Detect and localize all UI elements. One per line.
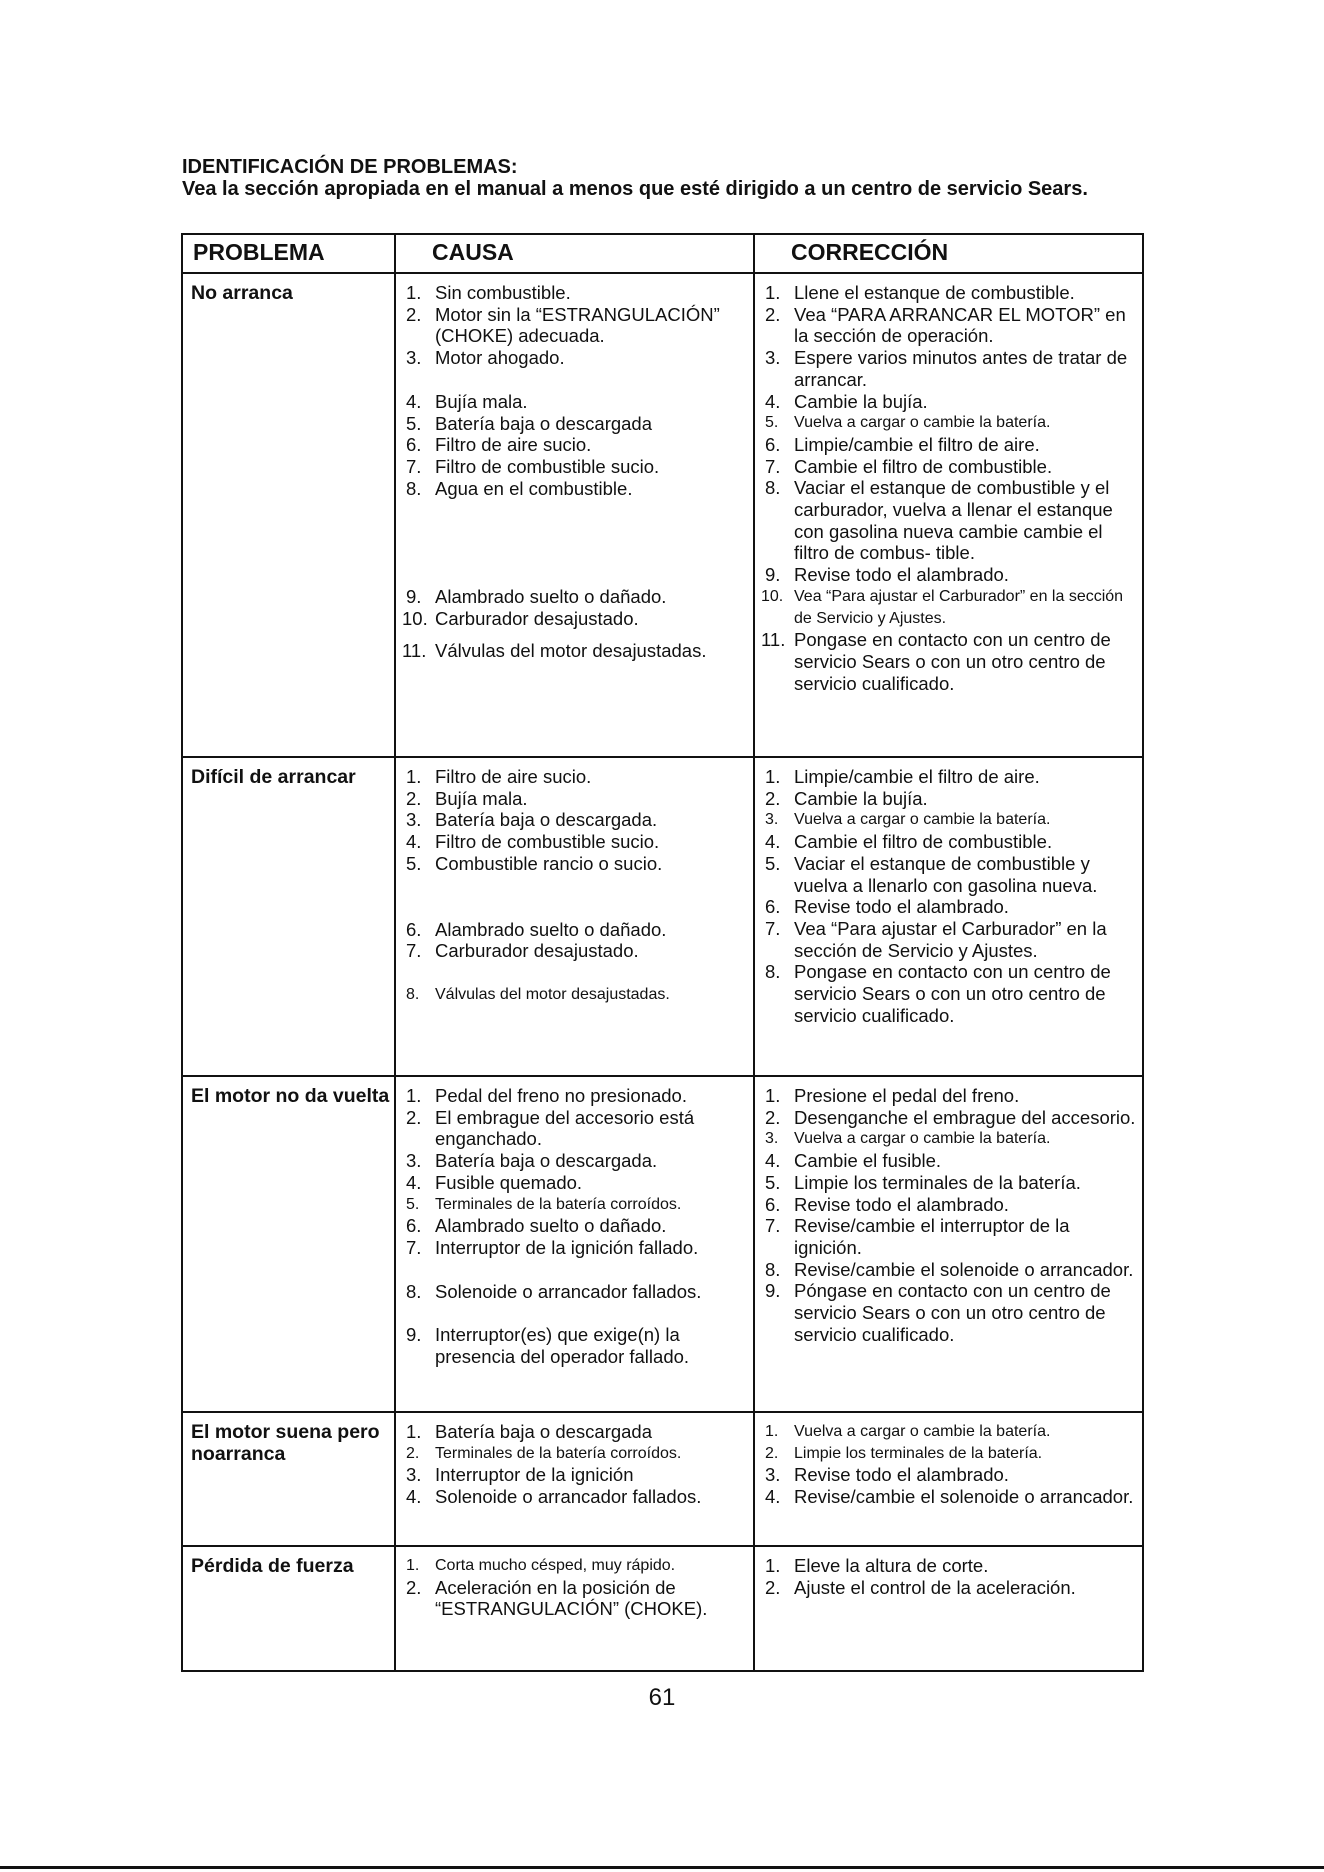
list-item: 4. Cambie el fusible. [765,1150,942,1172]
list-item: 1. Vuelva a cargar o cambie la batería. [765,1423,1051,1440]
header-problem: PROBLEMA [182,234,395,273]
correction-cell [754,1546,1143,1671]
list-item: 3. Batería baja o descargada. [406,809,658,831]
list-item: 4. Cambie la bujía. [765,390,928,412]
problem-cell: No arranca [182,273,395,757]
table-row [182,1412,1143,1546]
list-item: 8. Revise/cambie el solenoide o arrancador. [765,1258,1134,1280]
cause-cell [395,757,754,1076]
table-row [182,1546,1143,1671]
cause-list [402,282,749,661]
correction-list [761,1085,1138,1345]
problem-cell: El motor no da vuelta [182,1076,395,1412]
list-item: 5. Limpie los terminales de la batería. [765,1171,1081,1193]
bottom-divider [0,1866,1324,1869]
correction-cell [754,1412,1143,1546]
list-item: 4. Bujía mala. [406,390,528,412]
list-item: 1. Corta mucho césped, muy rápido. [406,1557,676,1574]
list-item: 7. Cambie el filtro de combustible. [765,455,1053,477]
list-item: 6. Limpie/cambie el filtro de aire. [765,433,1040,455]
list-item: 5. Combustible rancio o sucio. [406,852,663,874]
header-correction: CORRECCIÓN [754,234,1143,273]
list-item: 3. Batería baja o descargada. [406,1150,658,1172]
troubleshooting-table [181,233,1144,1672]
list-item: 1. Pedal del freno no presionado. [406,1085,687,1106]
list-item: 3. Revise todo el alambrado. [765,1464,1009,1486]
list-item: 3. Interruptor de la ignición [406,1464,634,1486]
list-item: 3. Espere varios minutos antes de tratar de arrancar. [765,347,1128,390]
page-subtitle: Vea la sección apropiada en el manual a menos que esté dirigido a un centro de servicio Sears. [182,178,1088,200]
list-item: 2. Limpie los terminales de la batería. [765,1444,1043,1462]
list-item: 1. Eleve la altura de corte. [765,1555,989,1576]
list-item: 6. Alambrado suelto o dañado. [406,918,667,940]
correction-list [761,282,1138,694]
header-cause: CAUSA [395,234,754,273]
list-item: 6. Alambrado suelto o dañado. [406,1215,667,1237]
list-item: 3. Vuelva a cargar o cambie la batería. [765,811,1051,829]
correction-list [761,1421,1138,1508]
list-item: 7. Carburador desajustado. [406,940,639,962]
correction-cell [754,757,1143,1076]
list-item: 8. Solenoide o arrancador fallados. [406,1280,702,1302]
list-item: 3. Motor ahogado. [406,347,565,369]
cause-list [402,766,749,1006]
list-item: 5. Terminales de la batería corroídos. [406,1195,682,1213]
problem-cell: Pérdida de fuerza [182,1546,395,1671]
list-item: 2. Cambie la bujía. [765,787,928,809]
table-row [182,273,1143,757]
list-item: 11. Válvulas del motor desajustadas. [402,639,707,661]
list-item: 7. Interruptor de la ignición fallado. [406,1236,699,1258]
list-item: 7. Filtro de combustible sucio. [406,455,660,477]
cause-list [402,1421,749,1508]
list-item: 8. Agua en el combustible. [406,477,633,499]
list-item: 8. Pongase en contacto con un centro de servicio Sears o con un otro centro de servicio cualificado. [765,961,1111,1026]
cause-cell [395,1412,754,1546]
list-item: 4. Solenoide o arrancador fallados. [406,1486,702,1508]
list-item: 1. Limpie/cambie el filtro de aire. [765,766,1040,787]
list-item: 9. Revise todo el alambrado. [765,564,1009,586]
cause-list [402,1085,749,1368]
list-item: 4. Cambie el filtro de combustible. [765,831,1053,853]
correction-cell [754,1076,1143,1412]
cause-cell [395,273,754,757]
list-item: 1. Batería baja o descargada [406,1421,653,1442]
list-item: 2. Bujía mala. [406,787,528,809]
list-item: 2. Ajuste el control de la aceleración. [765,1576,1076,1598]
problem-cell: El motor suena pero noarranca [182,1412,395,1546]
correction-list [761,1555,1138,1598]
page-title: IDENTIFICACIÓN DE PROBLEMAS: [182,156,518,178]
list-item: 4. Fusible quemado. [406,1171,583,1193]
list-item: 6. Revise todo el alambrado. [765,1193,1009,1215]
list-item: 8. Vaciar el estanque de combustible y el carburador, vuelva a llenar el estanque con gasolina nueva cambie cambie el filtro de combus- tible. [765,477,1113,564]
page-number: 61 [648,1684,676,1711]
list-item: 2. Desenganche el embrague del accesorio. [765,1106,1136,1128]
list-item: 7. Revise/cambie el interruptor de la ignición. [765,1215,1070,1258]
correction-cell [754,273,1143,757]
list-item: 2. Vea “PARA ARRANCAR EL MOTOR” en la sección de operación. [765,303,1126,347]
cause-list [402,1555,749,1620]
list-item: 3. Vuelva a cargar o cambie la batería. [765,1130,1051,1148]
problem-cell: Difícil de arrancar [182,757,395,1076]
list-item: 10. Vea “Para ajustar el Carburador” en la sección de Servicio y Ajustes. [761,587,1124,627]
list-item: 10. Carburador desajustado. [402,608,639,630]
list-item: 2. Motor sin la “ESTRANGULACIÓN” (CHOKE) adecuada. [406,303,720,347]
list-item: 1. Sin combustible. [406,282,571,303]
list-item: 5. Batería baja o descargada [406,412,653,434]
list-item: 2. El embrague del accesorio está enganchado. [406,1106,695,1150]
cause-cell [395,1546,754,1671]
table-row [182,757,1143,1076]
list-item: 6. Revise todo el alambrado. [765,896,1009,918]
list-item: 1. Llene el estanque de combustible. [765,282,1075,303]
cause-cell [395,1076,754,1412]
list-item: 6. Filtro de aire sucio. [406,434,592,456]
list-item: 4. Filtro de combustible sucio. [406,831,660,853]
table-header-row [182,234,1143,273]
list-item: 2. Aceleración en la posición de “ESTRANGULACIÓN” (CHOKE). [406,1576,708,1620]
list-item: 9. Alambrado suelto o dañado. [406,586,667,608]
list-item: 9. Póngase en contacto con un centro de servicio Sears o con un otro centro de servicio cualificado. [765,1280,1111,1345]
list-item: 7. Vea “Para ajustar el Carburador” en la sección de Servicio y Ajustes. [765,917,1107,961]
list-item: 1. Filtro de aire sucio. [406,766,592,787]
list-item: 2. Terminales de la batería corroídos. [406,1444,682,1462]
list-item: 8. Válvulas del motor desajustadas. [406,985,670,1003]
list-item: 9. Interruptor(es) que exige(n) la presencia del operador fallado. [406,1324,690,1368]
list-item: 5. Vuelva a cargar o cambie la batería. [765,414,1051,432]
correction-list [761,766,1138,1026]
list-item: 4. Revise/cambie el solenoide o arrancador. [765,1486,1134,1508]
list-item: 1. Presione el pedal del freno. [765,1085,1020,1106]
list-item: 5. Vaciar el estanque de combustible y vuelva a llenarlo con gasolina nueva. [765,852,1098,896]
table-row [182,1076,1143,1412]
list-item: 11. Pongase en contacto con un centro de servicio Sears o con un otro centro de servicio cualificado. [761,629,1111,694]
